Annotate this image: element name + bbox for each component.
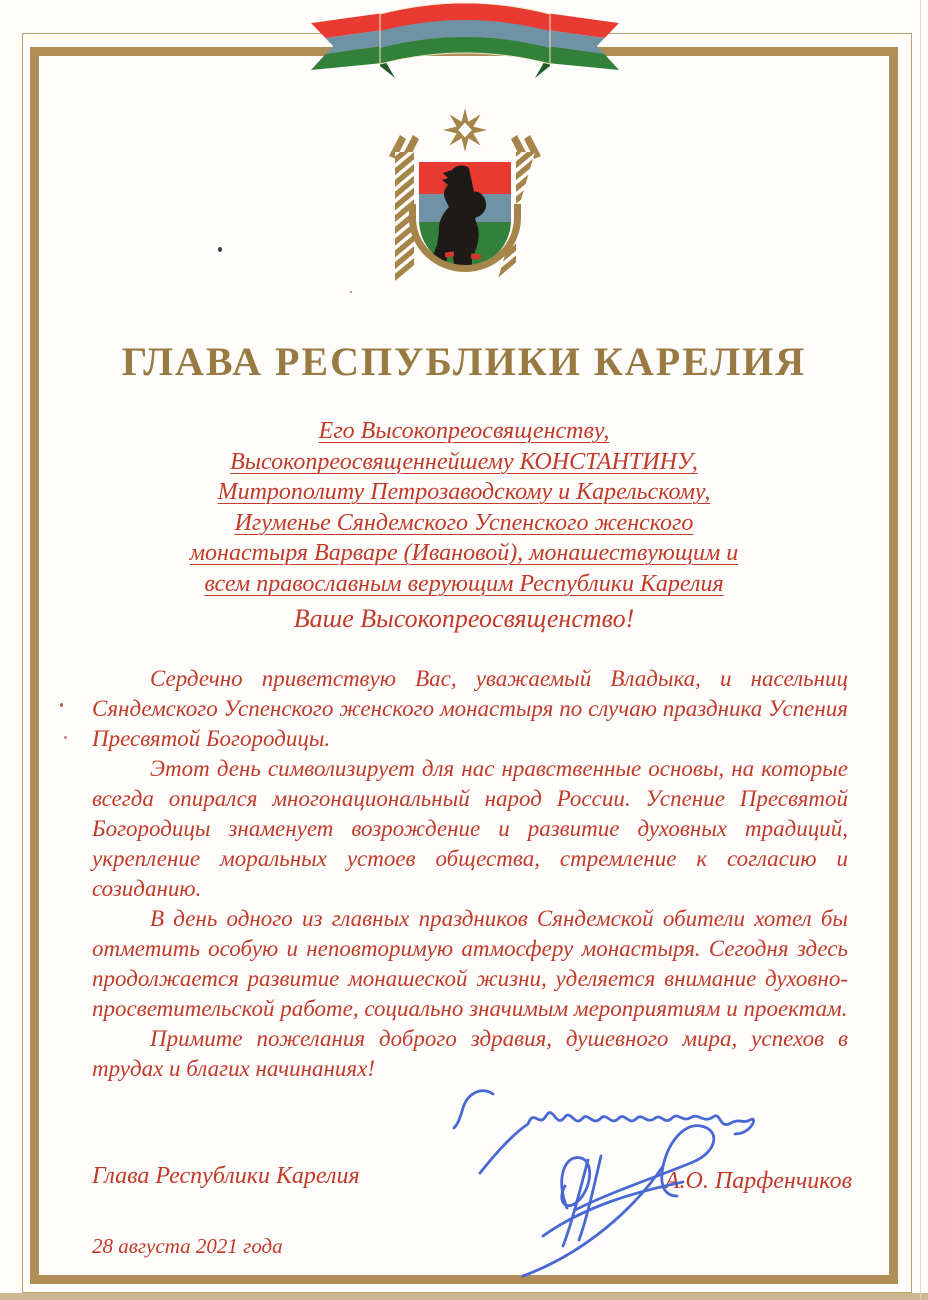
body-paragraph: В день одного из главных праздников Сяндемской обители хотел бы отметить особую и неповторимую атмосферу монастыря. Сегодня здесь продолжается развитие монашеской жизни, уделяется внимание духовно-просветительской работе, социально значимым мероприятиям и проектам. (92, 906, 848, 1021)
signer-position: Глава Республики Карелия (92, 1163, 360, 1189)
addressee-line: Митрополиту Петрозаводскому и Карельскому, (217, 479, 711, 505)
karelia-flag-ribbon-icon (303, 2, 627, 84)
addressee-line: Игуменье Сяндемского Успенского женского (234, 509, 694, 536)
letter-body (92, 664, 848, 1084)
signer-name: А.О. Парфенчиков (664, 1168, 852, 1194)
addressee-line: монастыря Варваре (Ивановой), монашествующим и (189, 540, 739, 566)
addressee-block (0, 416, 928, 599)
salutation: Ваше Высокопреосвященство! (293, 604, 635, 633)
scan-speck (64, 736, 67, 739)
scan-edge-right (920, 0, 921, 1300)
body-paragraph: Сердечно приветствую Вас, уважаемый Владыка, и насельниц Сяндемского Успенского женского монастыря по случаю праздника Успения Пресвятой Богородицы. (92, 666, 848, 751)
scan-speck (350, 291, 352, 293)
handwritten-signature (425, 1078, 770, 1283)
scan-speck (218, 247, 222, 252)
addressee-line: Его Высокопреосвященству, (318, 418, 610, 444)
body-paragraph: Примите пожелания доброго здравия, душевного мира, успехов в трудах и благих начинаниях! (92, 1026, 848, 1081)
scan-speck (60, 703, 63, 707)
letter-date: 28 августа 2021 года (92, 1234, 283, 1258)
karelian-star-icon (443, 108, 487, 152)
scan-edge-bottom (0, 1293, 928, 1300)
addressee-line: Высокопреосвященнейшему КОНСТАНТИНУ, (230, 448, 698, 475)
body-paragraph: Этот день символизирует для нас нравственные основы, на которые всегда опирался многонациональный народ России. Успение Пресвятой Богородицы знаменует возрождение и развитие духовных традиций, укрепление моральных устоев общества, стремление к согласию и созиданию. (92, 756, 848, 901)
letter-title: ГЛАВА РЕСПУБЛИКИ КАРЕЛИЯ (121, 339, 807, 384)
karelia-coat-of-arms-icon (385, 106, 545, 294)
addressee-line: всем православным верующим Республики Карелия (204, 570, 724, 597)
